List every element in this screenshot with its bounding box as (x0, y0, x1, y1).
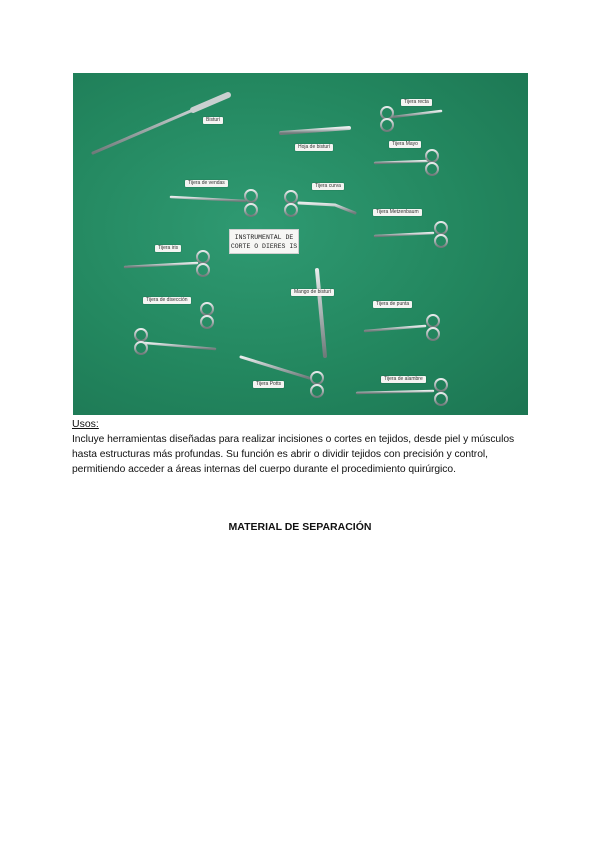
scissors-1 (381, 107, 441, 131)
uses-label: Usos: (72, 418, 99, 430)
scissors-5 (125, 251, 209, 276)
category-card (229, 229, 299, 254)
scissors-2 (375, 150, 438, 175)
scissors-6 (145, 303, 213, 328)
scissors-7 (135, 329, 215, 354)
instrument-label: Tijera de alambre (381, 376, 426, 383)
instrument-label: Tijera iris (155, 245, 181, 252)
category-card-line: INSTRUMENTAL DE (234, 234, 294, 241)
instruments-illustration (73, 73, 528, 415)
scissors-9 (241, 357, 323, 397)
instrument-label: Mango de bisturí (291, 289, 334, 296)
instrument-label: Tijera de punta (373, 301, 412, 308)
instrument-label: Tijera Metzenbaum (373, 209, 422, 216)
instrument-label: Tijera curva (312, 183, 344, 190)
bandage-scissors (285, 191, 355, 216)
instrument-label: Bisturí (203, 117, 223, 124)
instruments-photo (73, 73, 528, 415)
scissors-8 (365, 315, 439, 340)
scissors-4 (375, 222, 447, 247)
instrument-label: Tijera de vendas (185, 180, 228, 187)
scalpel-handle-instrument (281, 128, 349, 133)
scalpel-instrument (317, 270, 325, 356)
section-title: MATERIAL DE SEPARACIÓN (228, 521, 372, 533)
instrument-label: Tijera Potts (253, 381, 284, 388)
instrument-label: Tijera recta (401, 99, 432, 106)
category-card-line: CORTE O DIERES IS (230, 243, 298, 250)
scissors-3 (171, 190, 257, 216)
instrument-label: Hoja de bisturí (295, 144, 333, 151)
instrument-label: Tijera de disección (143, 297, 191, 304)
uses-paragraph: Incluye herramientas diseñadas para realizar incisiones o cortes en tejidos, desde piel y músculos hasta estructuras más profundas. Su función es abrir o dividir tejidos con precisión y control, permitiendo acceder a áreas internas del cuerpo durante el procedimiento quirúrgico. (72, 434, 515, 475)
instrument-label: Tijera Mayo (389, 141, 421, 148)
